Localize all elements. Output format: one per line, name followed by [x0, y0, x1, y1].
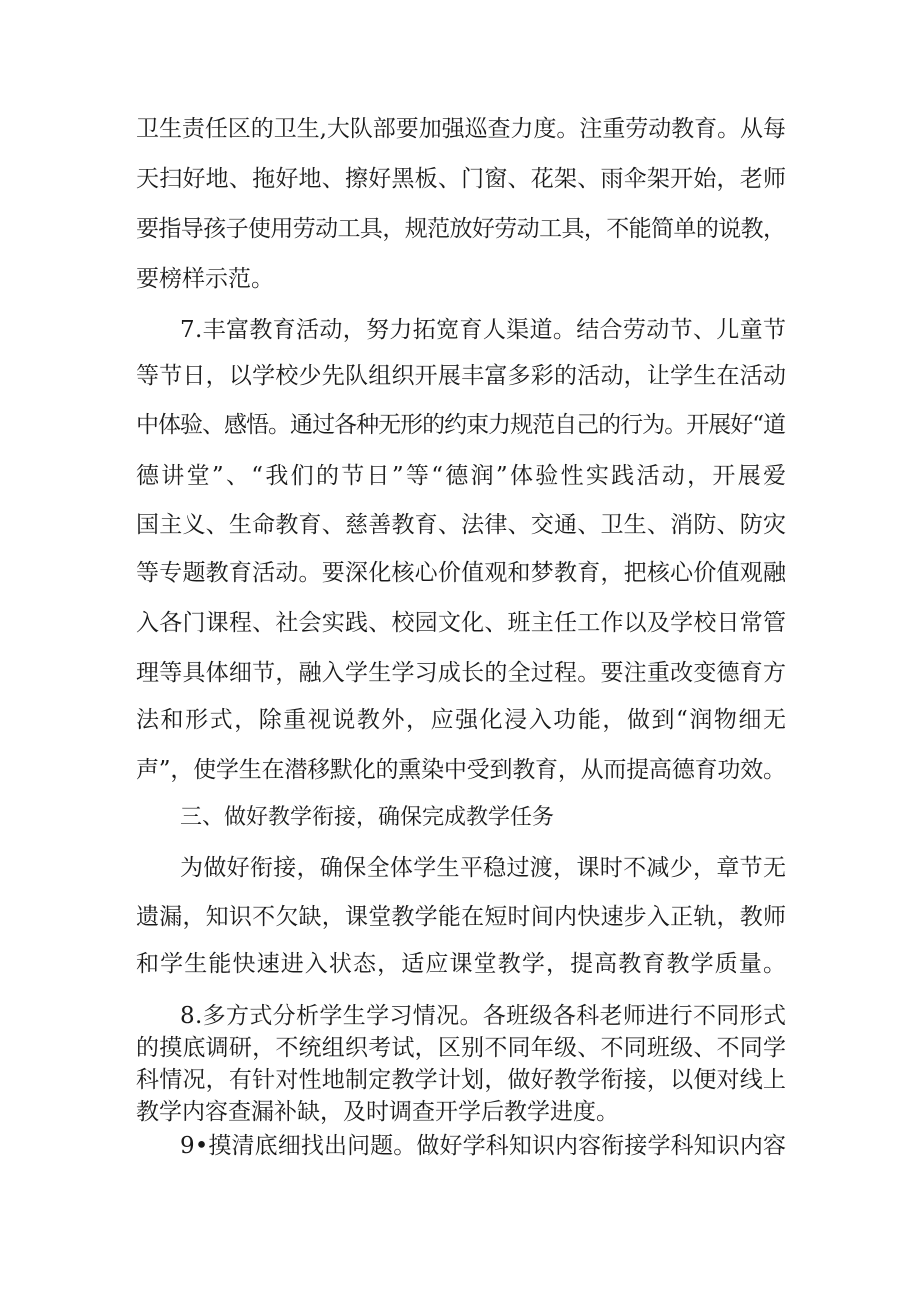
para1-line-3 — [0, 209, 920, 249]
para2-line-5 — [0, 505, 920, 545]
para3-line-3 — [0, 944, 920, 984]
para1-line-1 — [0, 109, 920, 149]
para2-line-1 — [0, 310, 920, 350]
para2-line-10 — [0, 750, 920, 790]
para4-line-2-text: 的摸底调研，不统组织考试，区别不同年级、不同班级、不同学 — [136, 1035, 787, 1061]
para3-line-1 — [0, 848, 920, 888]
para3-line-3-text: 和学生能快速进入状态，适应课堂教学，提高教育教学质量。 — [136, 951, 788, 977]
para1-line-2-text: 天扫好地、拖好地、擦好黑板、门窗、花架、雨伞架开始，老师 — [136, 166, 787, 192]
para3-line-2-text: 遗漏，知识不欠缺，课堂教学能在短时间内快速步入正轨，教师 — [136, 904, 787, 930]
para1-line-1-text: 卫生责任区的卫生,大队部要加强巡查力度。注重劳动教育。从每 — [136, 116, 786, 142]
para4-line-3-text: 科情况，有针对性地制定教学计划，做好教学衔接，以便对线上 — [136, 1067, 787, 1093]
para2-line-9-text: 法和形式，除重视说教外，应强化浸入功能，做到“润物细无 — [136, 707, 788, 733]
para2-line-3 — [0, 405, 920, 445]
para2-line-2 — [0, 356, 920, 396]
para2-line-10-text: 声”，使学生在潜移默化的熏染中受到教育，从而提高德育功效。 — [136, 757, 786, 783]
para4-line-1-text: 8.多方式分析学生学习情况。各班级各科老师进行不同形式 — [180, 1003, 787, 1029]
para2-line-6-text: 等专题教育活动。要深化核心价值观和梦教育，把核心价值观融 — [136, 560, 787, 586]
para2-line-8-text: 理等具体细节，融入学生学习成长的全过程。要注重改变德育方 — [136, 660, 787, 686]
para5-line-1-text: 9•摸清底细找出问题。做好学科知识内容衔接学科知识内容 — [180, 1133, 787, 1159]
para2-line-4 — [0, 456, 920, 496]
para2-line-7-text: 入各门课程、社会实践、校园文化、班主任工作以及学校日常管 — [136, 610, 787, 636]
para3-line-1-text: 为做好衔接，确保全体学生平稳过渡，课时不减少，章节无 — [180, 855, 787, 881]
section-heading-text: 三、做好教学衔接，确保完成教学任务 — [180, 805, 555, 830]
para2-line-2-text: 等节日，以学校少先队组织开展丰富多彩的活动，让学生在活动 — [136, 363, 787, 389]
para1-line-4 — [0, 259, 920, 299]
para2-line-7 — [0, 603, 920, 643]
para1-line-3-text: 要指导孩子使用劳动工具，规范放好劳动工具，不能简单的说教， — [136, 216, 786, 242]
section-heading — [0, 798, 920, 838]
para4-line-4-text: 教学内容查漏补缺，及时调查开学后教学进度。 — [136, 1099, 619, 1125]
para3-line-2 — [0, 897, 920, 937]
para2-line-4-text: 德讲堂”、“我们的节日”等“德润”体验性实践活动，开展爱 — [136, 463, 789, 489]
para5-line-1 — [0, 1126, 920, 1166]
para1-line-2 — [0, 159, 920, 199]
para2-line-1-text: 7.丰富教育活动，努力拓宽育人渠道。结合劳动节、儿童节 — [180, 317, 787, 343]
para2-line-8 — [0, 653, 920, 693]
para2-line-6 — [0, 553, 920, 593]
para2-line-9 — [0, 700, 920, 740]
para2-line-5-text: 国主义、生命教育、慈善教育、法律、交通、卫生、消防、防灾 — [136, 512, 787, 538]
para1-line-4-text: 要榜样示范。 — [136, 266, 274, 292]
para2-line-3-text: 中体验、感悟。通过各种无形的约束力规范自己的行为。开展好“道 — [136, 412, 785, 438]
